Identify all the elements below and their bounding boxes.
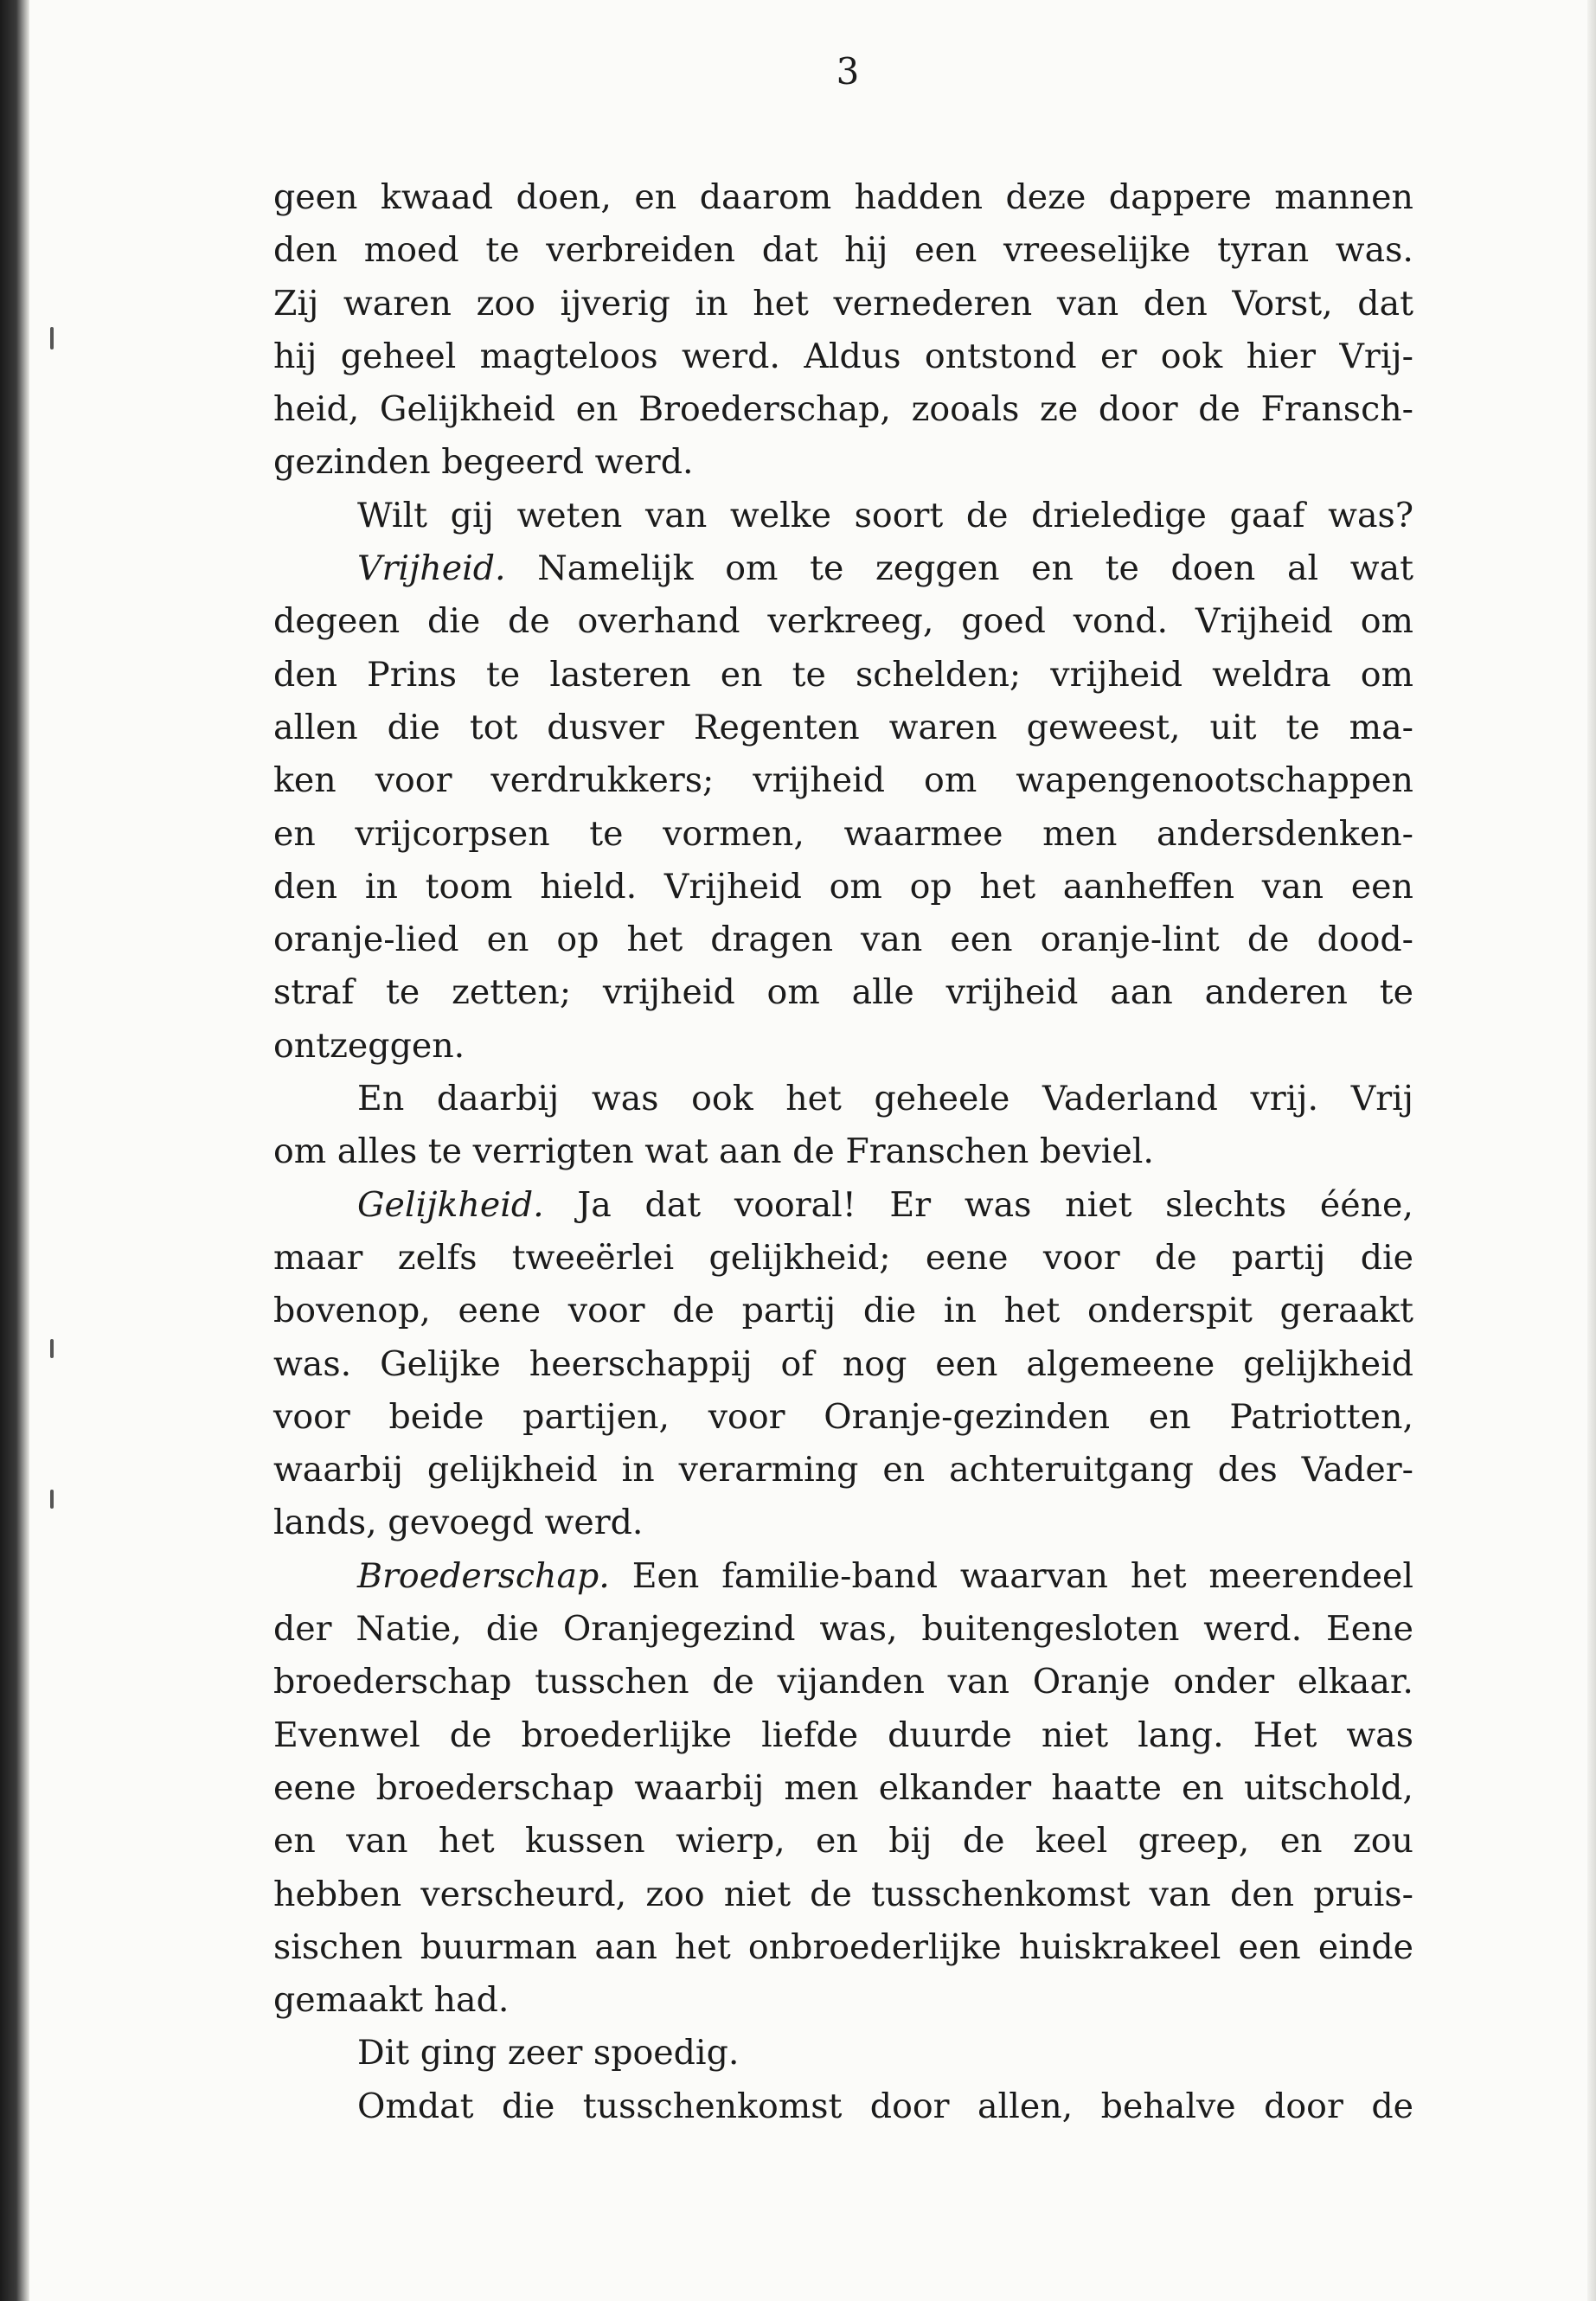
text-line: om alles te verrigten wat aan de Franschen beviel. [273,1131,1154,1172]
text-line: heid, Gelijkheid en Broederschap, zooals ze door de Fransch- [273,389,1413,430]
text-line: den Prins te lasteren en te schelden; vrijheid weldra om [273,654,1413,695]
margin-mark [50,327,54,349]
text-line: En daarbij was ook het geheele Vaderland vrij. Vrij [357,1079,1413,1119]
text-line: straf te zetten; vrijheid om alle vrijheid aan anderen te [273,972,1413,1013]
margin-mark [50,1339,54,1358]
text-line: broederschap tusschen de vijanden van Oranje onder elkaar. [273,1662,1413,1702]
text-line: Zij waren zoo ijverig in het vernederen van den Vorst, dat [273,283,1413,324]
text-line: degeen die de overhand verkreeg, goed vond. Vrijheid om [273,601,1413,642]
text-line: was. Gelijke heerschappij of nog een algemeene gelijkheid [273,1343,1413,1384]
paragraph [273,1550,1413,2028]
text-line: allen die tot dusver Regenten waren geweest, uit te ma- [273,707,1413,747]
text-line: Omdat die tusschenkomst door allen, behalve door de [357,2086,1413,2126]
text-line: ken voor verdrukkers; vrijheid om wapengenootschappen [273,760,1413,801]
text-line: Evenwel de broederlijke liefde duurde niet lang. Het was [273,1715,1413,1755]
text-run: Ja dat vooral! Er was niet slechts ééne, [543,1184,1413,1225]
text-line: waarbij gelijkheid in verarming en achteruitgang des Vader- [273,1450,1413,1490]
italic-term: Broederschap. [357,1555,610,1596]
page-binding-shadow [0,0,29,2301]
paragraph [273,1179,1413,1550]
page-number: 3 [836,50,860,93]
text-line: den in toom hield. Vrijheid om op het aanheffen van een [273,866,1413,907]
text-line: Wilt gij weten van welke soort de drieledige gaaf was? [357,495,1413,535]
paragraph [273,542,1413,1073]
text-line: lands, gevoegd werd. [273,1503,644,1543]
text-line: en van het kussen wierp, en bij de keel greep, en zou [273,1821,1413,1862]
margin-mark [50,1490,54,1509]
page-right-edge [1587,0,1596,2301]
text-line [273,1179,1413,1232]
text-line: eene broederschap waarbij men elkander haatte en uitschold, [273,1767,1413,1808]
text-line: den moed te verbreiden dat hij een vreeselijke tyran was. [273,230,1413,271]
italic-term: Vrijheid. [357,548,506,589]
text-line: der Natie, die Oranjegezind was, buitengesloten werd. Eene [273,1609,1413,1650]
text-line: Dit ging zeer spoedig. [357,2033,740,2073]
text-line [273,542,1413,595]
text-line: hij geheel magteloos werd. Aldus ontstond er ook hier Vrij- [273,336,1413,376]
text-line: gemaakt had. [273,1980,510,2021]
paragraph [273,2027,1413,2080]
text-line: en vrijcorpsen te vormen, waarmee men andersdenken- [273,813,1413,854]
text-line: gezinden begeerd werd. [273,442,694,483]
paragraph [273,490,1413,542]
text-line: voor beide partijen, voor Oranje-gezinden en Patriotten, [273,1396,1413,1437]
text-line: hebben verscheurd, zoo niet de tusschenkomst van den pruis- [273,1874,1413,1914]
text-line: oranje-lied en op het dragen van een oranje-lint de dood- [273,920,1413,960]
text-line [273,1550,1413,1603]
paragraph [273,2080,1413,2133]
body-text [273,171,1413,2133]
text-line: bovenop, eene voor de partij die in het onderspit geraakt [273,1291,1413,1331]
text-line: geen kwaad doen, en daarom hadden deze dappere mannen [273,177,1413,217]
text-line: sischen buurman aan het onbroederlijke huiskrakeel een einde [273,1926,1413,1967]
text-run: Een familie-band waarvan het meerendeel [609,1555,1413,1596]
text-run: Namelijk om te zeggen en te doen al wat [505,548,1413,589]
text-line: ontzeggen. [273,1025,465,1066]
paragraph [273,171,1413,490]
paragraph [273,1073,1413,1179]
italic-term: Gelijkheid. [357,1184,544,1225]
text-line: maar zelfs tweeërlei gelijkheid; eene voor de partij die [273,1237,1413,1278]
